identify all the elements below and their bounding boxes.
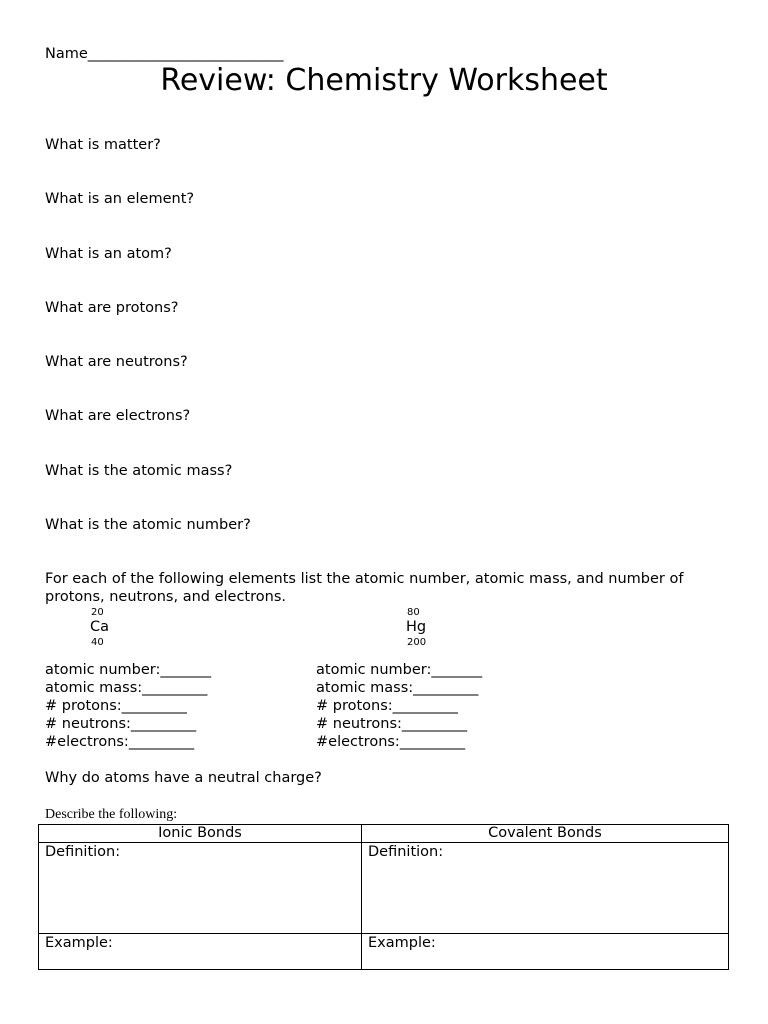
question-atomic-number: What is the atomic number? bbox=[45, 517, 251, 533]
element-symbol: Ca bbox=[90, 619, 110, 635]
protons-field[interactable]: # protons:_________ bbox=[45, 698, 187, 714]
covalent-bonds-header: Covalent Bonds bbox=[362, 825, 729, 843]
question-atom: What is an atom? bbox=[45, 246, 172, 262]
ionic-definition-cell[interactable] bbox=[39, 843, 362, 934]
element-mass: 200 bbox=[407, 637, 427, 648]
describe-label: Describe the following: bbox=[45, 807, 178, 822]
instructions-line-2: protons, neutrons, and electrons. bbox=[45, 589, 286, 605]
bonds-table bbox=[38, 824, 729, 970]
ionic-example-cell[interactable] bbox=[39, 934, 362, 970]
ionic-bonds-header: Ionic Bonds bbox=[39, 825, 362, 843]
definition-row bbox=[39, 843, 729, 934]
atomic-number-field[interactable]: atomic number:_______ bbox=[45, 662, 212, 678]
element-atomic-number: 80 bbox=[407, 607, 420, 618]
element-mass: 40 bbox=[91, 637, 104, 648]
covalent-example-cell[interactable] bbox=[362, 934, 729, 970]
example-row bbox=[39, 934, 729, 970]
definition-label: Definition: bbox=[45, 844, 121, 860]
electrons-field[interactable]: #electrons:_________ bbox=[316, 734, 466, 750]
instructions-line-1: For each of the following elements list the atomic number, atomic mass, and number of bbox=[45, 571, 684, 587]
question-element: What is an element? bbox=[45, 191, 195, 207]
atomic-mass-field[interactable]: atomic mass:_________ bbox=[45, 680, 208, 696]
atomic-number-field[interactable]: atomic number:_______ bbox=[316, 662, 483, 678]
covalent-definition-cell[interactable] bbox=[362, 843, 729, 934]
page-title: Review: Chemistry Worksheet bbox=[160, 63, 608, 98]
definition-label: Definition: bbox=[368, 844, 444, 860]
question-electrons: What are electrons? bbox=[45, 408, 191, 424]
electrons-field[interactable]: #electrons:_________ bbox=[45, 734, 195, 750]
neutrons-field[interactable]: # neutrons:_________ bbox=[316, 716, 468, 732]
question-neutrons: What are neutrons? bbox=[45, 354, 188, 370]
question-neutral-charge: Why do atoms have a neutral charge? bbox=[45, 770, 322, 786]
example-label: Example: bbox=[368, 935, 436, 951]
question-protons: What are protons? bbox=[45, 300, 179, 316]
element-atomic-number: 20 bbox=[91, 607, 104, 618]
protons-field[interactable]: # protons:_________ bbox=[316, 698, 458, 714]
element-symbol: Hg bbox=[406, 619, 427, 635]
question-matter: What is matter? bbox=[45, 137, 161, 153]
table-header-row bbox=[39, 825, 729, 843]
question-atomic-mass: What is the atomic mass? bbox=[45, 463, 233, 479]
example-label: Example: bbox=[45, 935, 113, 951]
name-field[interactable]: Name___________________________ bbox=[45, 46, 284, 62]
neutrons-field[interactable]: # neutrons:_________ bbox=[45, 716, 197, 732]
atomic-mass-field[interactable]: atomic mass:_________ bbox=[316, 680, 479, 696]
